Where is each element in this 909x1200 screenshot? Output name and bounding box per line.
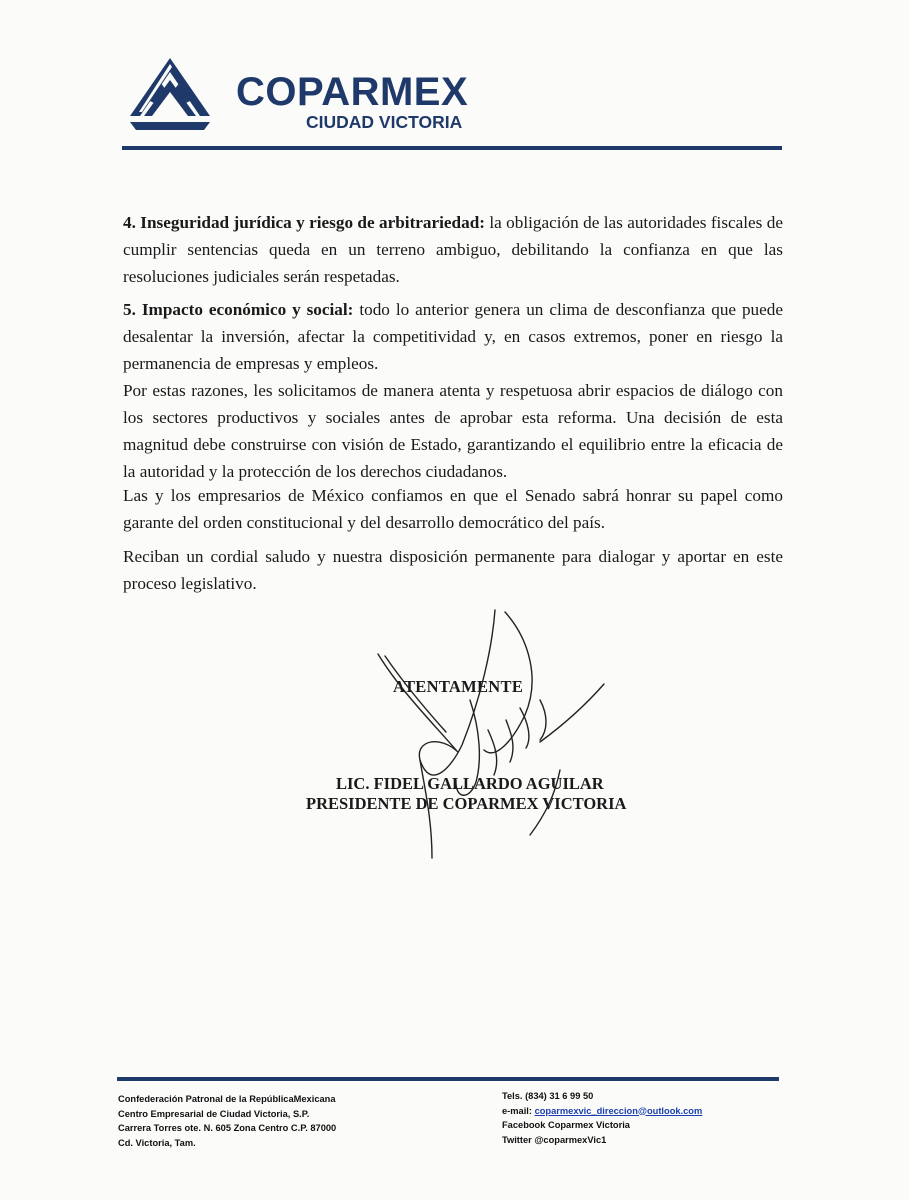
footer-line: Carrera Torres ote. N. 605 Zona Centro C.P. 87000	[118, 1123, 337, 1133]
brand-name: COPARMEX	[236, 70, 469, 114]
paragraph-text: Por estas razones, les solicitamos de manera atenta y respetuosa abrir espacios de diálogo con los sectores productivos y sociales antes de aprobar esta reforma. Una decisión de esta magnitud debe construirse con visión de Estado, garantizando el equilibrio entre la eficacia de la autoridad y la protección de los derechos ciudadanos.	[123, 381, 783, 481]
paragraph-text: todo lo anterior genera un clima de desconfianza que puede desalentar la inversión, afectar la competitividad y, en casos extremos, poner en riesgo la permanencia de empresas y empleos.	[123, 300, 784, 373]
email-label: e-mail:	[502, 1105, 535, 1116]
closing-text: ATENTAMENTE	[393, 677, 524, 696]
paragraph-text: la obligación de las autoridades fiscales de cumplir sentencias queda en un terreno ambiguo, debilitando la confianza en que las resoluciones judiciales serán respetadas.	[123, 213, 783, 286]
footer-twitter: Twitter @coparmexVic1	[502, 1134, 607, 1145]
paragraph-text: Reciban un cordial saludo y nuestra disposición permanente para dialogar y aportar en este proceso legislativo.	[123, 547, 783, 593]
coparmex-logo	[130, 58, 210, 136]
paragraph-5-economic-impact	[123, 296, 783, 377]
header-rule	[122, 146, 782, 150]
paragraph-4-legal-insecurity	[123, 209, 783, 290]
footer-phone: Tels. (834) 31 6 99 50	[502, 1091, 594, 1101]
paragraph-greeting	[123, 543, 783, 597]
footer-facebook: Facebook Coparmex Victoria	[502, 1120, 630, 1130]
footer-rule	[117, 1077, 779, 1081]
footer-address	[118, 1092, 336, 1150]
footer-contact	[502, 1089, 702, 1147]
paragraph-heading: 5. Impacto económico y social:	[123, 300, 354, 319]
paragraph-trust-senate	[123, 482, 783, 536]
paragraph-request-dialogue	[123, 377, 783, 485]
footer-line: Confederación Patronal de la RepúblicaMexicana	[118, 1094, 336, 1104]
paragraph-heading: 4. Inseguridad jurídica y riesgo de arbitrariedad:	[123, 213, 485, 232]
email-link[interactable]: coparmexvic_direccion@outlook.com	[534, 1105, 703, 1116]
paragraph-text: Las y los empresarios de México confiamos en que el Senado sabrá honrar su papel como garante del orden constitucional y del desarrollo democrático del país.	[123, 486, 783, 532]
footer-line: Centro Empresarial de Ciudad Victoria, S.P.	[118, 1108, 310, 1119]
signer-title: PRESIDENTE DE COPARMEX VICTORIA	[306, 794, 627, 813]
footer-email-row	[502, 1104, 702, 1119]
brand-subtitle: CIUDAD VICTORIA	[306, 112, 463, 132]
signer-name: LIC. FIDEL GALLARDO AGUILAR	[336, 774, 604, 793]
footer-line: Cd. Victoria, Tam.	[118, 1137, 196, 1148]
